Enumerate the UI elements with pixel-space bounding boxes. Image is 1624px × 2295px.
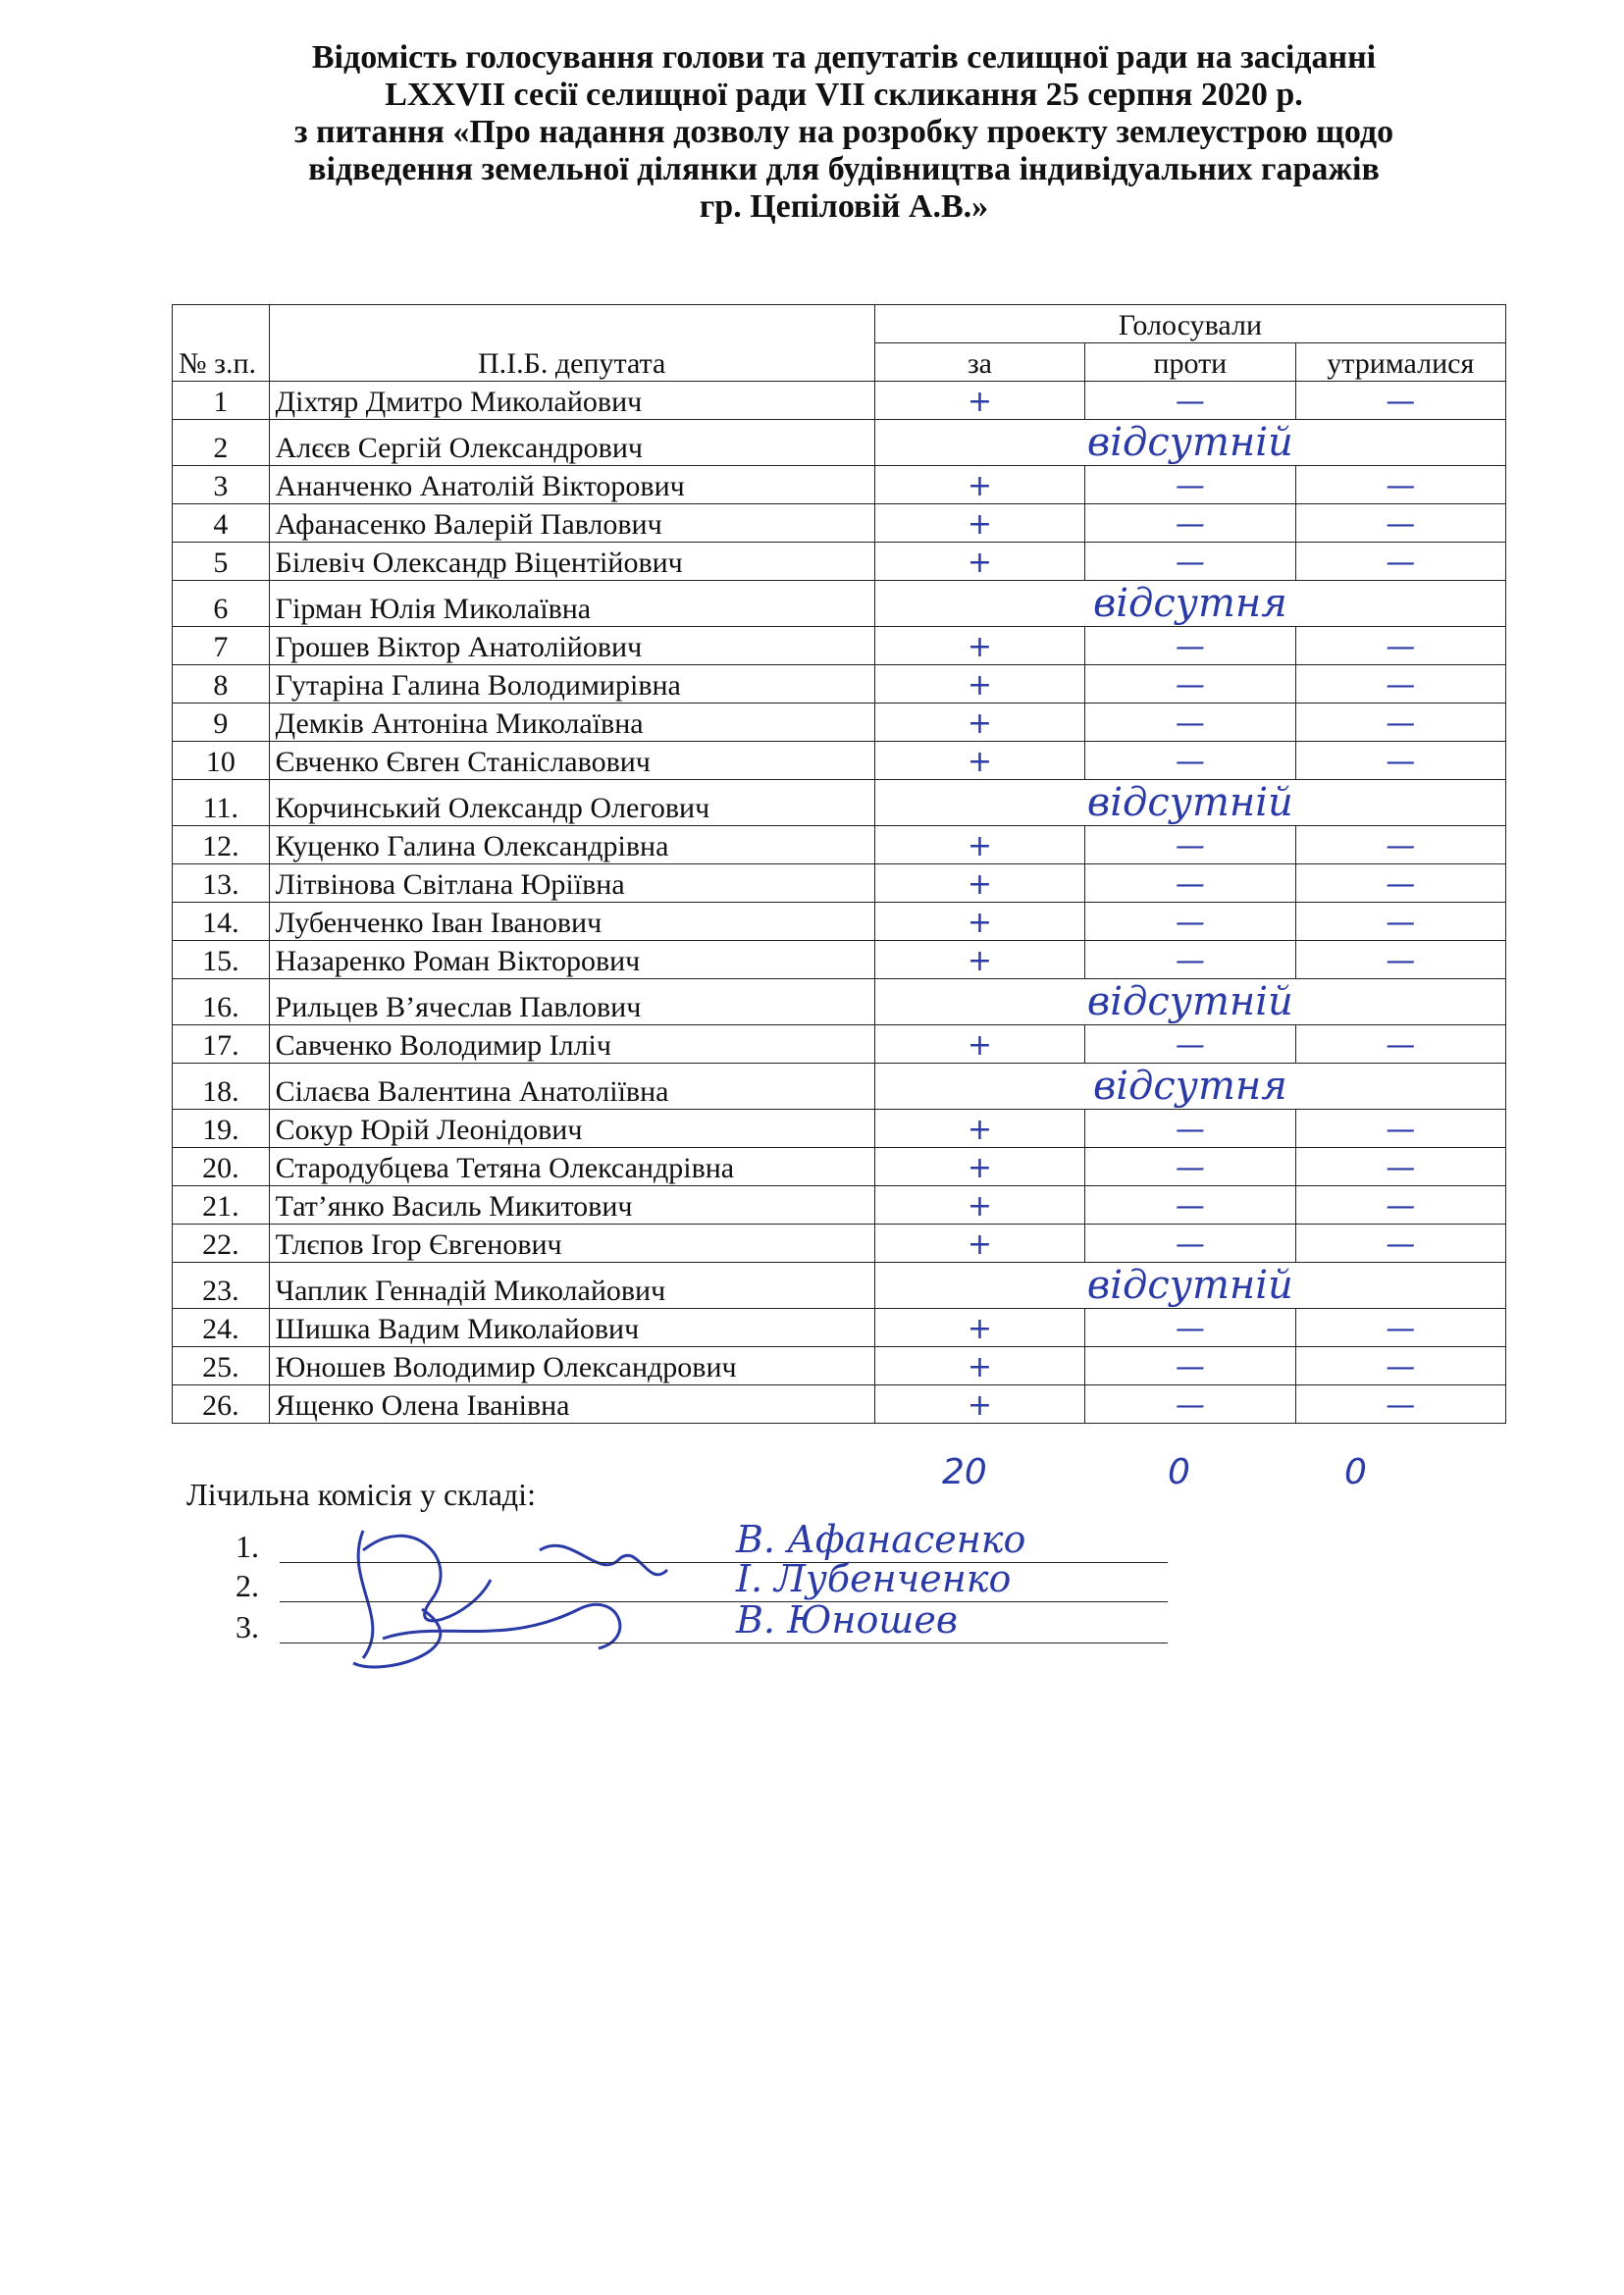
header-name: П.І.Б. депутата [269, 305, 874, 382]
deputy-name: Ананченко Анатолій Вікторович [269, 466, 874, 504]
table-row [173, 864, 1506, 903]
vote-for-mark: + [874, 1309, 1084, 1347]
vote-for-mark: + [874, 627, 1084, 665]
vote-for-mark: + [874, 543, 1084, 581]
deputy-name: Тлєпов Ігор Євгенович [269, 1225, 874, 1263]
vote-abstain-mark: — [1295, 1309, 1505, 1347]
row-number: 9 [173, 704, 270, 742]
row-number: 18. [173, 1064, 270, 1110]
vote-against-mark: — [1085, 864, 1295, 903]
vote-for-mark: + [874, 742, 1084, 780]
vote-for-mark: + [874, 941, 1084, 979]
table-row [173, 826, 1506, 864]
table-row [173, 420, 1506, 466]
row-number: 26. [173, 1385, 270, 1424]
vote-abstain-mark: — [1295, 941, 1505, 979]
deputy-name: Стародубцева Тетяна Олександрівна [269, 1148, 874, 1186]
signature-row-3 [236, 1598, 1168, 1645]
vote-against-mark: — [1085, 704, 1295, 742]
deputy-name: Лубенченко Іван Іванович [269, 903, 874, 941]
title-line-5: гр. Цепіловій А.В.» [699, 188, 989, 225]
row-number: 16. [173, 979, 270, 1025]
title-line-1: Відомість голосування голови та депутатів селищної ради на засіданні [311, 39, 1377, 76]
row-number: 2 [173, 420, 270, 466]
vote-abstain-mark: — [1295, 543, 1505, 581]
deputy-name: Гутаріна Галина Володимирівна [269, 665, 874, 704]
vote-against-mark: — [1085, 1186, 1295, 1225]
table-row [173, 1347, 1506, 1385]
vote-against-mark: — [1085, 826, 1295, 864]
table-row [173, 665, 1506, 704]
deputy-name: Куценко Галина Олександрівна [269, 826, 874, 864]
vote-for-mark: + [874, 826, 1084, 864]
deputy-name: Юношев Володимир Олександрович [269, 1347, 874, 1385]
deputy-name: Літвінова Світлана Юріївна [269, 864, 874, 903]
table-row [173, 627, 1506, 665]
row-number: 5 [173, 543, 270, 581]
signature-name: В. Афанасенко [736, 1518, 1026, 1561]
signature-row-1 [236, 1518, 1168, 1565]
table-row [173, 1148, 1506, 1186]
vote-abstain-mark: — [1295, 665, 1505, 704]
signature-name: В. Юношев [736, 1598, 958, 1642]
vote-abstain-mark: — [1295, 742, 1505, 780]
vote-for-mark: + [874, 504, 1084, 543]
vote-against-mark: — [1085, 1225, 1295, 1263]
table-row [173, 1110, 1506, 1148]
vote-for-mark: + [874, 1347, 1084, 1385]
vote-for-mark: + [874, 1186, 1084, 1225]
vote-against-mark: — [1085, 1385, 1295, 1424]
table-row [173, 504, 1506, 543]
vote-abstain-mark: — [1295, 1385, 1505, 1424]
commission-label: Лічильна комісія у складі: [186, 1477, 536, 1512]
row-number: 19. [173, 1110, 270, 1148]
row-number: 6 [173, 581, 270, 627]
vote-abstain-mark: — [1295, 504, 1505, 543]
vote-for-mark: + [874, 1110, 1084, 1148]
deputy-name: Тат’янко Василь Микитович [269, 1186, 874, 1225]
vote-for-mark: + [874, 903, 1084, 941]
deputy-name: Білевіч Олександр Віцентійович [269, 543, 874, 581]
vote-for-mark: + [874, 1025, 1084, 1064]
vote-against-mark: — [1085, 742, 1295, 780]
vote-for-mark: + [874, 1225, 1084, 1263]
vote-for-mark: + [874, 704, 1084, 742]
header-number: № з.п. [173, 305, 270, 382]
vote-abstain-mark: — [1295, 864, 1505, 903]
vote-against-mark: — [1085, 627, 1295, 665]
deputy-name: Чаплик Геннадій Миколайович [269, 1263, 874, 1309]
header-for: за [874, 343, 1084, 382]
table-row [173, 742, 1506, 780]
vote-abstain-mark: — [1295, 826, 1505, 864]
absent-mark: відсутній [874, 1263, 1505, 1309]
vote-against-mark: — [1085, 466, 1295, 504]
total-against: 0 [1168, 1452, 1190, 1492]
deputy-name: Ященко Олена Іванівна [269, 1385, 874, 1424]
signature-line [280, 1601, 1168, 1602]
signature-number: 1. [236, 1529, 259, 1564]
table-row [173, 1385, 1506, 1424]
row-number: 25. [173, 1347, 270, 1385]
row-number: 1 [173, 382, 270, 420]
table-row [173, 382, 1506, 420]
vote-for-mark: + [874, 665, 1084, 704]
row-number: 20. [173, 1148, 270, 1186]
header-abstained: утрималися [1295, 343, 1505, 382]
table-row [173, 979, 1506, 1025]
absent-mark: відсутня [874, 581, 1505, 627]
row-number: 8 [173, 665, 270, 704]
vote-against-mark: — [1085, 382, 1295, 420]
vote-abstain-mark: — [1295, 704, 1505, 742]
vote-abstain-mark: — [1295, 382, 1505, 420]
table-row [173, 704, 1506, 742]
deputy-name: Демків Антоніна Миколаївна [269, 704, 874, 742]
row-number: 17. [173, 1025, 270, 1064]
vote-for-mark: + [874, 864, 1084, 903]
vote-abstain-mark: — [1295, 1186, 1505, 1225]
vote-against-mark: — [1085, 1025, 1295, 1064]
vote-abstain-mark: — [1295, 466, 1505, 504]
table-row [173, 903, 1506, 941]
signature-line [280, 1562, 1168, 1563]
deputy-name: Сокур Юрій Леонідович [269, 1110, 874, 1148]
row-number: 23. [173, 1263, 270, 1309]
row-number: 21. [173, 1186, 270, 1225]
deputy-name: Шишка Вадим Миколайович [269, 1309, 874, 1347]
deputy-name: Рильцев В’ячеслав Павлович [269, 979, 874, 1025]
table-row [173, 1263, 1506, 1309]
vote-for-mark: + [874, 1148, 1084, 1186]
table-row [173, 780, 1506, 826]
deputy-name: Діхтяр Дмитро Миколайович [269, 382, 874, 420]
table-row [173, 1025, 1506, 1064]
row-number: 7 [173, 627, 270, 665]
vote-abstain-mark: — [1295, 1347, 1505, 1385]
vote-for-mark: + [874, 466, 1084, 504]
row-number: 10 [173, 742, 270, 780]
vote-against-mark: — [1085, 665, 1295, 704]
deputy-name: Афанасенко Валерій Павлович [269, 504, 874, 543]
table-row [173, 1186, 1506, 1225]
absent-mark: відсутня [874, 1064, 1505, 1110]
vote-against-mark: — [1085, 1110, 1295, 1148]
vote-against-mark: — [1085, 903, 1295, 941]
row-number: 14. [173, 903, 270, 941]
deputy-name: Грошев Віктор Анатолійович [269, 627, 874, 665]
header-voted: Голосували [874, 305, 1505, 343]
row-number: 11. [173, 780, 270, 826]
row-number: 15. [173, 941, 270, 979]
table-row [173, 466, 1506, 504]
title-line-3: з питання «Про надання дозволу на розробку проекту землеустрою щодо [293, 114, 1394, 150]
vote-abstain-mark: — [1295, 1025, 1505, 1064]
deputy-name: Савченко Володимир Ілліч [269, 1025, 874, 1064]
vote-abstain-mark: — [1295, 1225, 1505, 1263]
table-row [173, 581, 1506, 627]
absent-mark: відсутній [874, 979, 1505, 1025]
deputy-name: Гірман Юлія Миколаївна [269, 581, 874, 627]
vote-abstain-mark: — [1295, 903, 1505, 941]
vote-against-mark: — [1085, 1309, 1295, 1347]
header-against: проти [1085, 343, 1295, 382]
deputy-name: Євченко Євген Станіславович [269, 742, 874, 780]
table-row [173, 543, 1506, 581]
row-number: 4 [173, 504, 270, 543]
vote-against-mark: — [1085, 941, 1295, 979]
row-number: 24. [173, 1309, 270, 1347]
vote-against-mark: — [1085, 543, 1295, 581]
vote-abstain-mark: — [1295, 627, 1505, 665]
signature-row-2 [236, 1557, 1168, 1604]
signature-number: 2. [236, 1568, 259, 1603]
voting-table-body [173, 382, 1506, 1424]
deputy-name: Сілаєва Валентина Анатоліївна [269, 1064, 874, 1110]
deputy-name: Алєєв Сергій Олександрович [269, 420, 874, 466]
voting-table [172, 304, 1506, 1424]
title-line-2: LXXVII сесії селищної ради VII скликання 25 серпня 2020 р. [385, 77, 1303, 113]
vote-against-mark: — [1085, 1148, 1295, 1186]
title-line-4: відведення земельної ділянки для будівництва індивідуальних гаражів [308, 151, 1380, 187]
table-row [173, 1309, 1506, 1347]
document-title [226, 39, 1462, 226]
total-abstained: 0 [1344, 1452, 1367, 1492]
table-row [173, 1064, 1506, 1110]
vote-for-mark: + [874, 1385, 1084, 1424]
row-number: 13. [173, 864, 270, 903]
deputy-name: Корчинський Олександр Олегович [269, 780, 874, 826]
table-row [173, 1225, 1506, 1263]
deputy-name: Назаренко Роман Вікторович [269, 941, 874, 979]
table-row [173, 941, 1506, 979]
row-number: 12. [173, 826, 270, 864]
vote-abstain-mark: — [1295, 1110, 1505, 1148]
absent-mark: відсутній [874, 420, 1505, 466]
total-for: 20 [942, 1452, 987, 1492]
absent-mark: відсутній [874, 780, 1505, 826]
vote-abstain-mark: — [1295, 1148, 1505, 1186]
row-number: 3 [173, 466, 270, 504]
signature-name: І. Лубенченко [736, 1557, 1012, 1600]
row-number: 22. [173, 1225, 270, 1263]
signature-number: 3. [236, 1609, 259, 1644]
vote-against-mark: — [1085, 504, 1295, 543]
vote-for-mark: + [874, 382, 1084, 420]
vote-against-mark: — [1085, 1347, 1295, 1385]
